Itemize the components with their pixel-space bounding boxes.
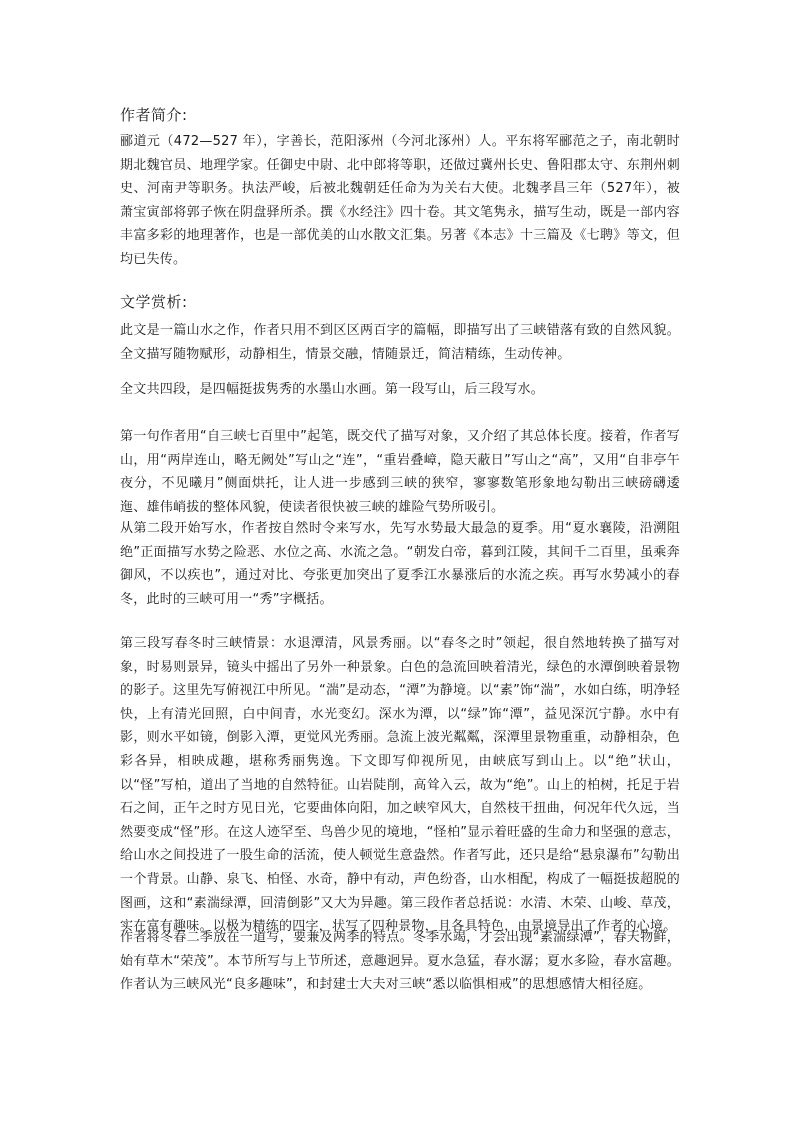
author-intro-heading: 作者简介:	[120, 106, 188, 124]
appreciation-paragraph-3: 第一句作者用“自三峡七百里中”起笔，既交代了描写对象，又介绍了其总体长度。接着，作者写山，用“两岸连山，略无阙处”写山之“连”，“重岩叠嶂，隐天蔽日”写山之“高”，又用“自非亭午夜分，不见曦月”侧面烘托，让人进一步感到三峡的狭窄，寥寥数笔形象地勾勒出三峡磅礴逶迤、雄伟峭拔的整体风貌，使读者很快被三峡的雄险气势所吸引。	[120, 429, 680, 515]
appreciation-paragraph-4: 从第二段开始写水，作者按自然时令来写水，先写水势最大最急的夏季。用“夏水襄陵，沿溯阻绝”正面描写水势之险恶、水位之高、水流之急。“朝发白帝，暮到江陵，其间千二百里，虽乘奔御风，不以疾也”，通过对比、夸张更加突出了夏季江水暴涨后的水流之疾。再写水势减小的春冬，此时的三峡可用一“秀”字概括。	[120, 521, 680, 607]
literary-appreciation-heading: 文学赏析:	[120, 293, 188, 311]
appreciation-paragraph-6: 作者将冬春二季放在一道写，要兼及两季的特点。冬季水竭，才会出现“素湍绿潭”，春天物鲜，始有草木“荣茂”。本节所写与上节所述，意趣迥异。夏水急猛，春水潺；夏水多险，春水富趣。作者认为三峡风光“良多趣味”，和封建士大夫对三峡“悉以临惧相戒”的思想感情大相径庭。	[120, 930, 680, 993]
appreciation-paragraph-2: 全文共四段，是四幅挺拔隽秀的水墨山水画。第一段写山，后三段写水。	[120, 382, 545, 397]
appreciation-paragraph-1: 此文是一篇山水之作，作者只用不到区区两百字的篇幅，即描写出了三峡错落有致的自然风貌。全文描写随物赋形，动静相生，情景交融，情随景迁，简洁精练，生动传神。	[120, 323, 680, 362]
appreciation-paragraph-5: 第三段写春冬时三峡情景：水退潭清，风景秀丽。以“春冬之时”领起，很自然地转换了描写对象，时易则景异，镜头中摇出了另外一种景象。白色的急流回映着清光，绿色的水潭倒映着景物的影子。这里先写俯视江中所见。“湍”是动态，“潭”为静境。以“素”饰“湍”，水如白练，明净轻快，上有清光回照，白中间青，水光变幻。深水为潭，以“绿”饰“潭”，益见深沉宁静。水中有影，则水平如镜，倒影入潭，更觉风光秀丽。急流上波光粼粼，深潭里景物重重，动静相杂，色彩各异，相映成趣，堪称秀丽隽逸。下文即写仰视所见，由峡底写到山上。以“绝”状山，以“怪”写柏，道出了当地的自然特征。山岩陡削，高耸入云，故为“绝”。山上的柏树，托足于岩石之间，正午之时方见日光，它要曲体向阳，加之峡窄风大，自然枝干扭曲，何况年代久远，当然要变成“怪”形。在这人迹罕至、鸟兽少见的境地，“怪柏”显示着旺盛的生命力和坚强的意志，给山水之间投进了一股生命的活流，使人顿觉生意盎然。作者写此，还只是给“悬泉瀑布”勾勒出一个背景。山静、泉飞、柏怪、水奇，静中有动，声色纷沓，山水相配，构成了一幅挺拔超脱的图画，这和“素湍绿潭，回清倒影”又大为异趣。第三段作者总括说：水清、木荣、山峻、草茂，实在富有趣味。以极为精练的四字，状写了四种景物，且各具特色，由景境导出了作者的心境。	[120, 636, 680, 935]
author-intro-paragraph: 郦道元（472—527 年），字善长，范阳涿州（今河北涿州）人。平东将军郦范之子，南北朝时期北魏官员、地理学家。任御史中尉、北中郎将等职，还做过冀州长史、鲁阳郡太守、东荆州刺史、河南尹等职务。执法严峻，后被北魏朝廷任命为为关右大使。北魏孝昌三年（527年），被萧宝寅部将郭子恢在阴盘驿所杀。撰《水经注》四十卷。其文笔隽永，描写生动，既是一部内容丰富多彩的地理著作，也是一部优美的山水散文汇集。另著《本志》十三篇及《七聘》等文，但均已失传。	[120, 134, 680, 267]
